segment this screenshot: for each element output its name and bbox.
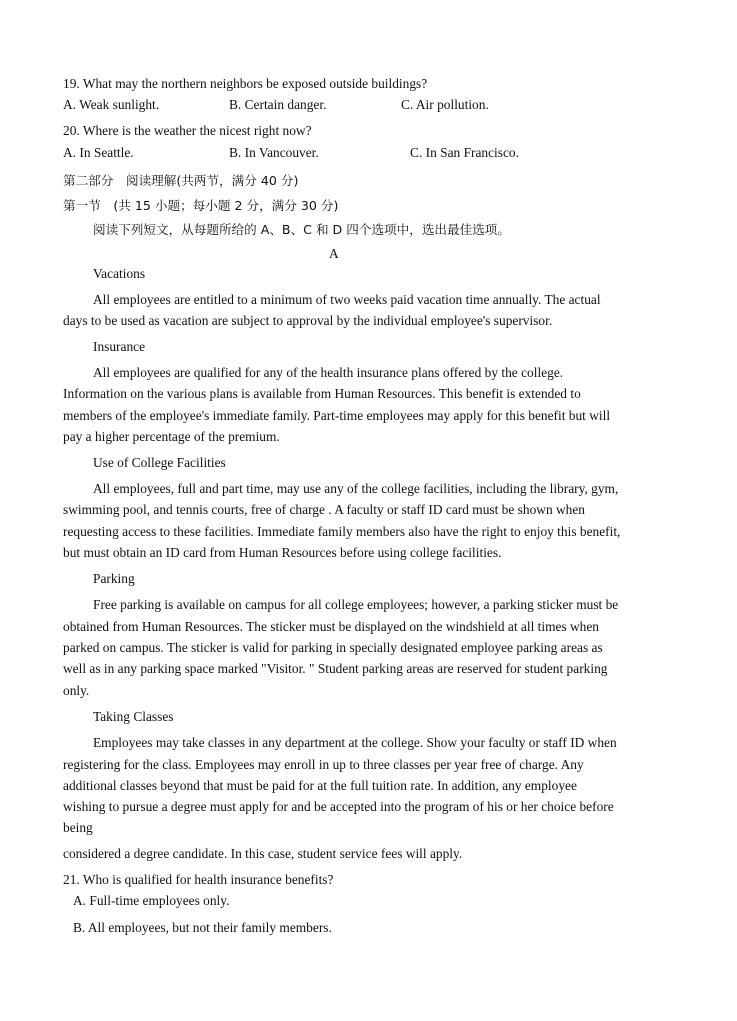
paragraph-line: registering for the class. Employees may enroll in up to three classes per year free of charge. Any [63, 757, 584, 772]
paragraph-line: Employees may take classes in any department at the college. Show your faculty or staff ID when [93, 735, 617, 750]
question-19: 19. What may the northern neighbors be exposed outside buildings? [63, 76, 428, 91]
paragraph-line: days to be used as vacation are subject to approval by the individual employee's supervisor. [63, 313, 553, 328]
passage-letter: A [329, 246, 339, 261]
paragraph-line: being [63, 820, 93, 835]
vacations-heading: Vacations [93, 266, 146, 281]
paragraph-line: but must obtain an ID card from Human Resources before using college facilities. [63, 545, 502, 560]
facilities-heading: Use of College Facilities [93, 455, 226, 470]
paragraph-line: members of the employee's immediate family. Part-time employees may apply for this benefit but will [63, 408, 611, 423]
parking-heading: Parking [93, 571, 135, 586]
q19-option-c: C. Air pollution. [401, 97, 489, 112]
q20-option-c: C. In San Francisco. [410, 145, 519, 160]
paragraph-line: All employees are entitled to a minimum of two weeks paid vacation time annually. The actual [93, 292, 601, 307]
q21-option-a: A. Full-time employees only. [73, 893, 230, 908]
paragraph-line: requesting access to these facilities. Immediate family members also have the right to enjoy this benefit, [63, 524, 621, 539]
insurance-heading: Insurance [93, 339, 146, 354]
q20-option-b: B. In Vancouver. [229, 145, 319, 160]
paragraph-line: All employees, full and part time, may use any of the college facilities, including the library, gym, [93, 481, 619, 496]
paragraph-line: well as in any parking space marked "Visitor. " Student parking areas are reserved for student parking [63, 661, 608, 676]
paragraph-line: pay a higher percentage of the premium. [63, 429, 280, 444]
q19-option-a: A. Weak sunlight. [63, 97, 160, 112]
paragraph-line: wishing to pursue a degree must apply for and be accepted into the program of his or her choice before [63, 799, 614, 814]
section-one-title: 第一节 (共 15 小题；每小题 2 分，满分 30 分) [63, 198, 339, 213]
q20-option-a: A. In Seattle. [63, 145, 134, 160]
q19-option-b: B. Certain danger. [229, 97, 327, 112]
reading-instructions: 阅读下列短文，从每题所给的 A、B、C 和 D 四个选项中，选出最佳选项。 [93, 222, 510, 237]
question-21: 21. Who is qualified for health insurance benefits? [63, 872, 334, 887]
paragraph-line: Information on the various plans is available from Human Resources. This benefit is extended to [63, 386, 581, 401]
paragraph-line: swimming pool, and tennis courts, free of charge . A faculty or staff ID card must be shown when [63, 502, 585, 517]
paragraph-line: only. [63, 683, 90, 698]
paragraph-line: Free parking is available on campus for all college employees; however, a parking sticker must be [93, 597, 619, 612]
part-two-title: 第二部分 阅读理解(共两节，满分 40 分) [63, 173, 299, 188]
paragraph-line: considered a degree candidate. In this case, student service fees will apply. [63, 846, 463, 861]
question-20: 20. Where is the weather the nicest right now? [63, 123, 312, 138]
q21-option-b: B. All employees, but not their family members. [73, 920, 332, 935]
classes-heading: Taking Classes [93, 709, 174, 724]
paragraph-line: obtained from Human Resources. The sticker must be displayed on the windshield at all times when [63, 619, 600, 634]
paragraph-line: additional classes beyond that must be paid for at the full tuition rate. In addition, any employee [63, 778, 577, 793]
paragraph-line: All employees are qualified for any of the health insurance plans offered by the college. [93, 365, 564, 380]
paragraph-line: parked on campus. The sticker is valid for parking in specially designated employee parking areas as [63, 640, 603, 655]
